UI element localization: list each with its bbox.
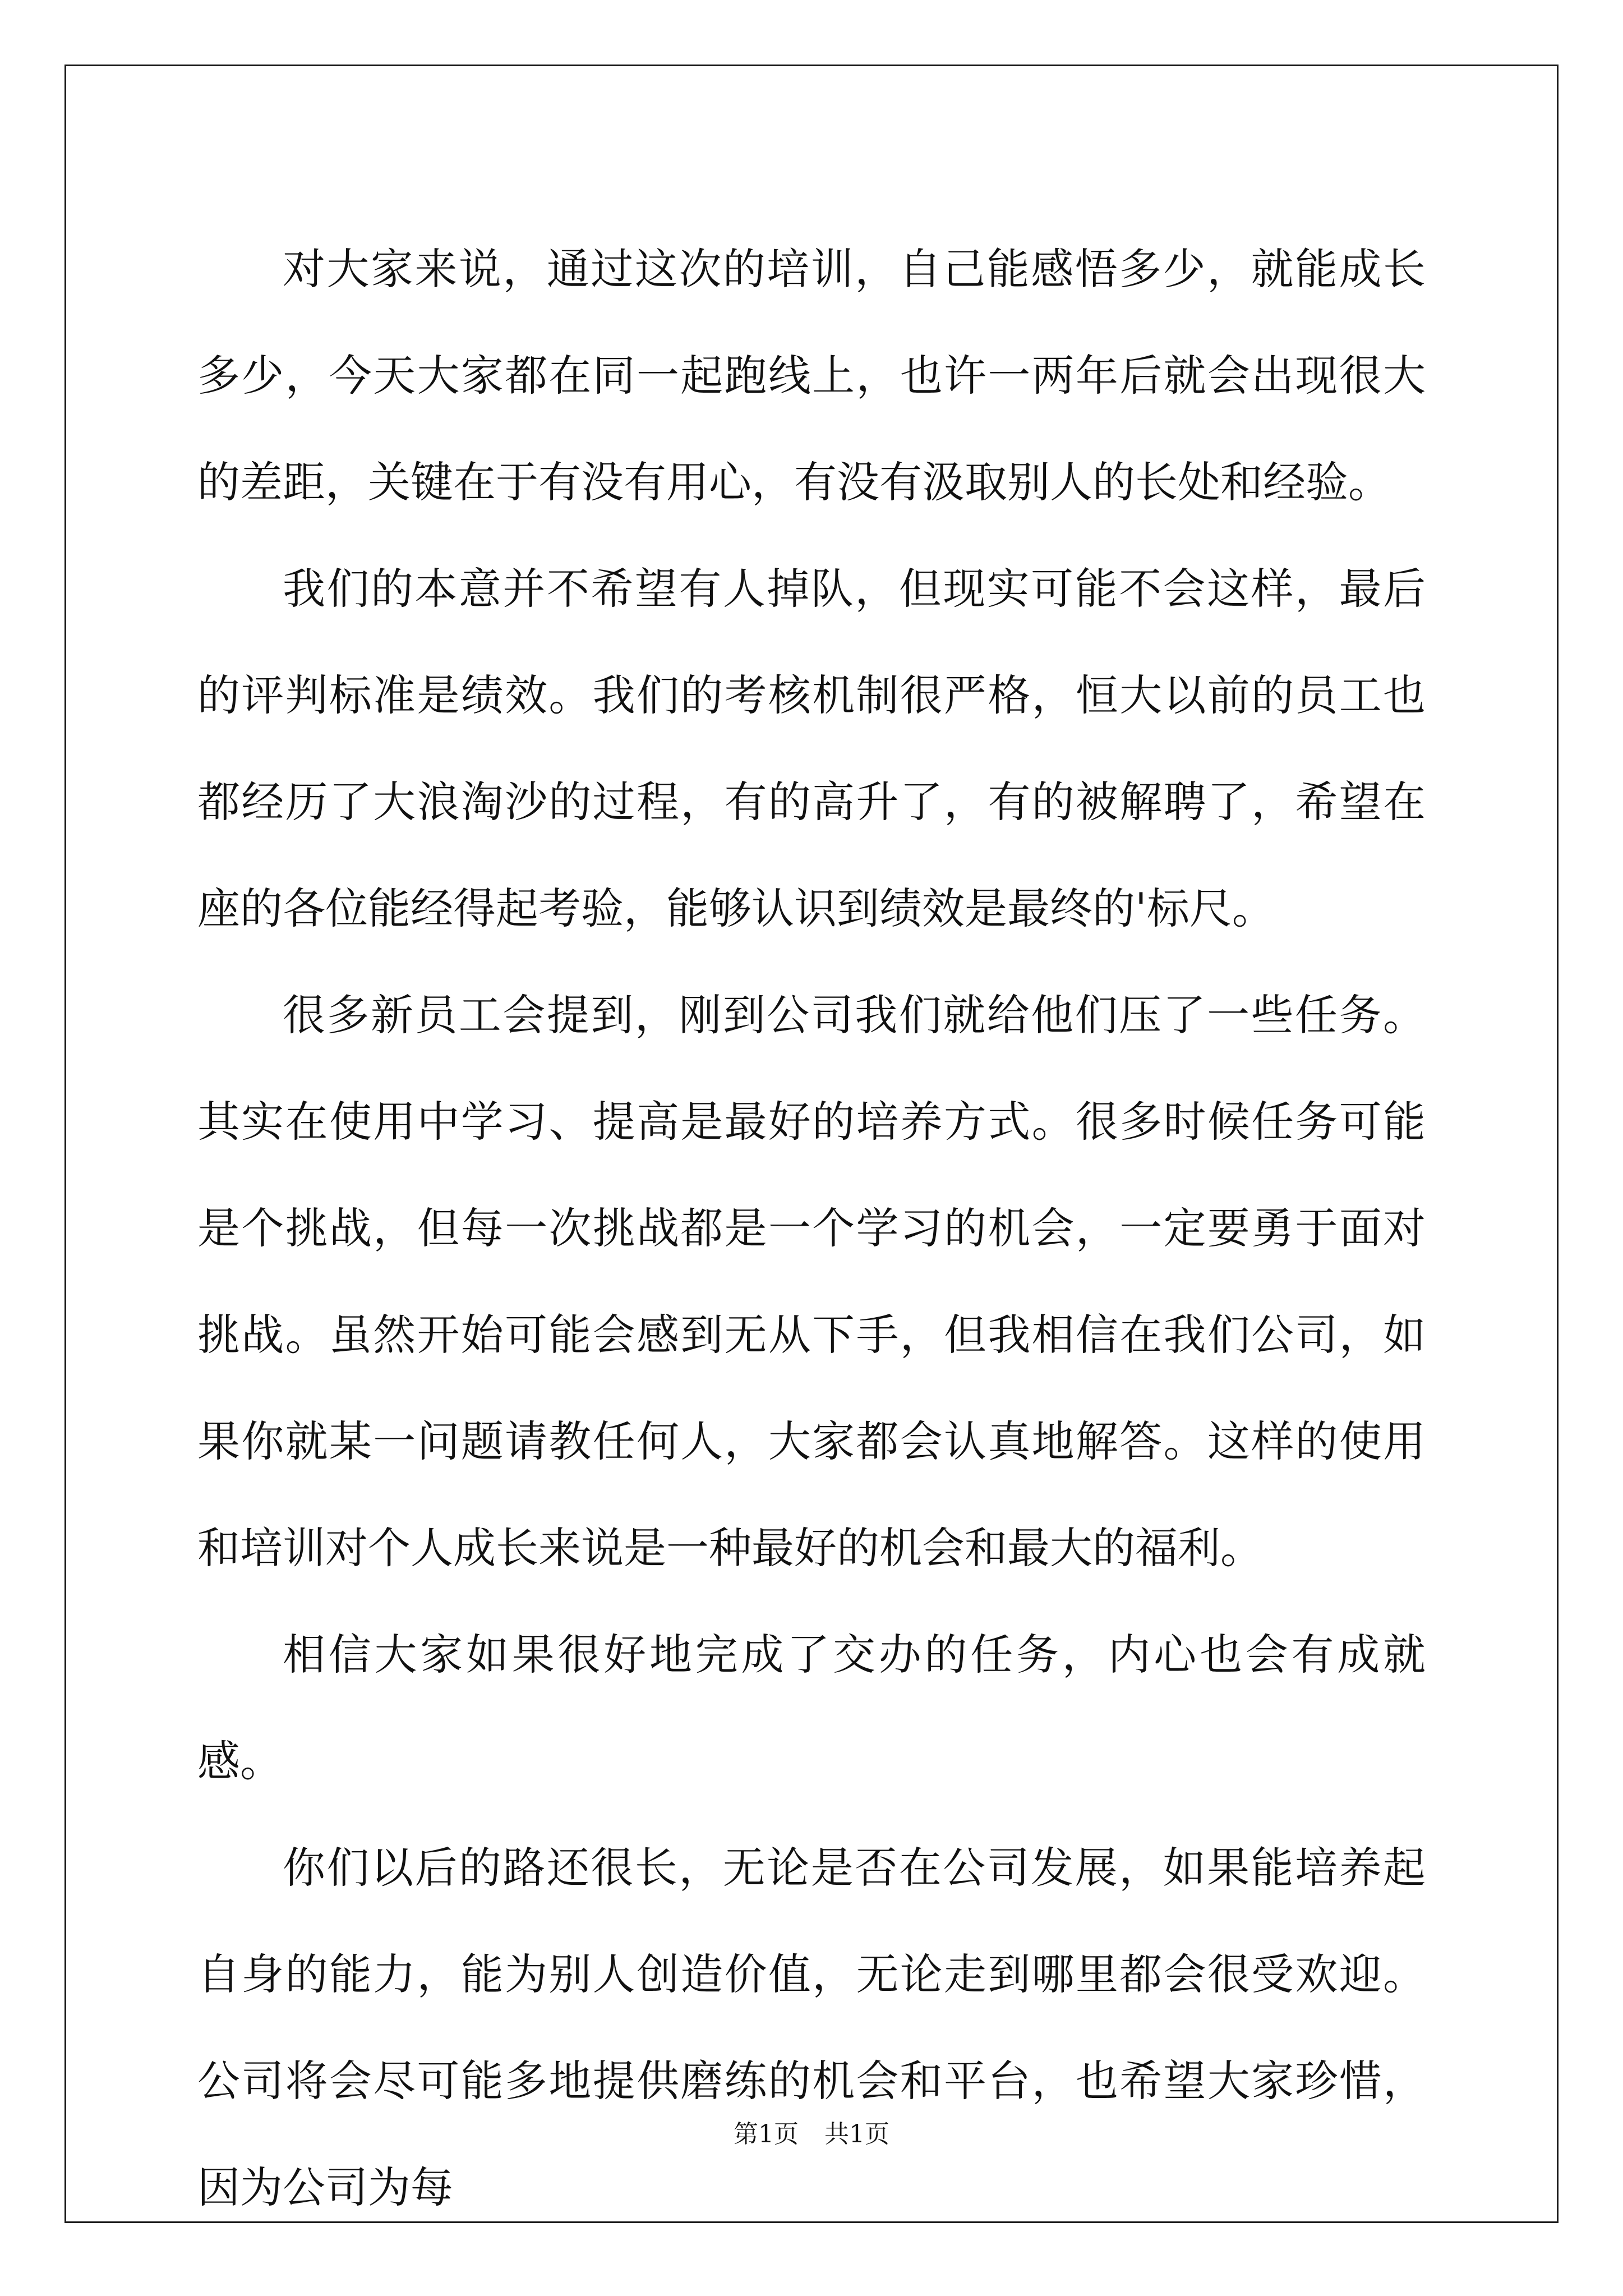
paragraph-1: 对大家来说，通过这次的培训，自己能感悟多少，就能成长多少，今天大家都在同一起跑线上，也许一两年后就会出现很大的差距，关键在于有没有用心，有没有汲取别人的长处和经验。 [197, 244, 1426, 507]
page-footer [0, 2114, 1623, 2150]
paragraph-4: 相信大家如果很好地完成了交办的任务，内心也会有成就感。 [197, 1630, 1426, 1786]
page-total: 共1页 [824, 2120, 889, 2148]
page-number: 第1页 [734, 2120, 799, 2148]
paragraph-5: 你们以后的路还很长，无论是否在公司发展，如果能培养起自身的能力，能为别人创造价值，无论走到哪里都会很受欢迎。公司将会尽可能多地提供磨练的机会和平台，也希望大家珍惜，因为公司为每 [197, 1843, 1426, 2212]
paragraph-3: 很多新员工会提到，刚到公司我们就给他们压了一些任务。其实在使用中学习、提高是最好的培养方式。很多时候任务可能是个挑战，但每一次挑战都是一个学习的机会，一定要勇于面对挑战。虽然开始可能会感到无从下手，但我相信在我们公司，如果你就某一问题请教任何人，大家都会认真地解答。这样的使用和培训对个人成长来说是一种最好的机会和最大的福利。 [197, 990, 1426, 1573]
document-body [197, 216, 1426, 2241]
paragraph-2: 我们的本意并不希望有人掉队，但现实可能不会这样，最后的评判标准是绩效。我们的考核机制很严格，恒大以前的员工也都经历了大浪淘沙的过程，有的高升了，有的被解聘了，希望在座的各位能经得起考验，能够认识到绩效是最终的'标尺。 [197, 564, 1426, 933]
